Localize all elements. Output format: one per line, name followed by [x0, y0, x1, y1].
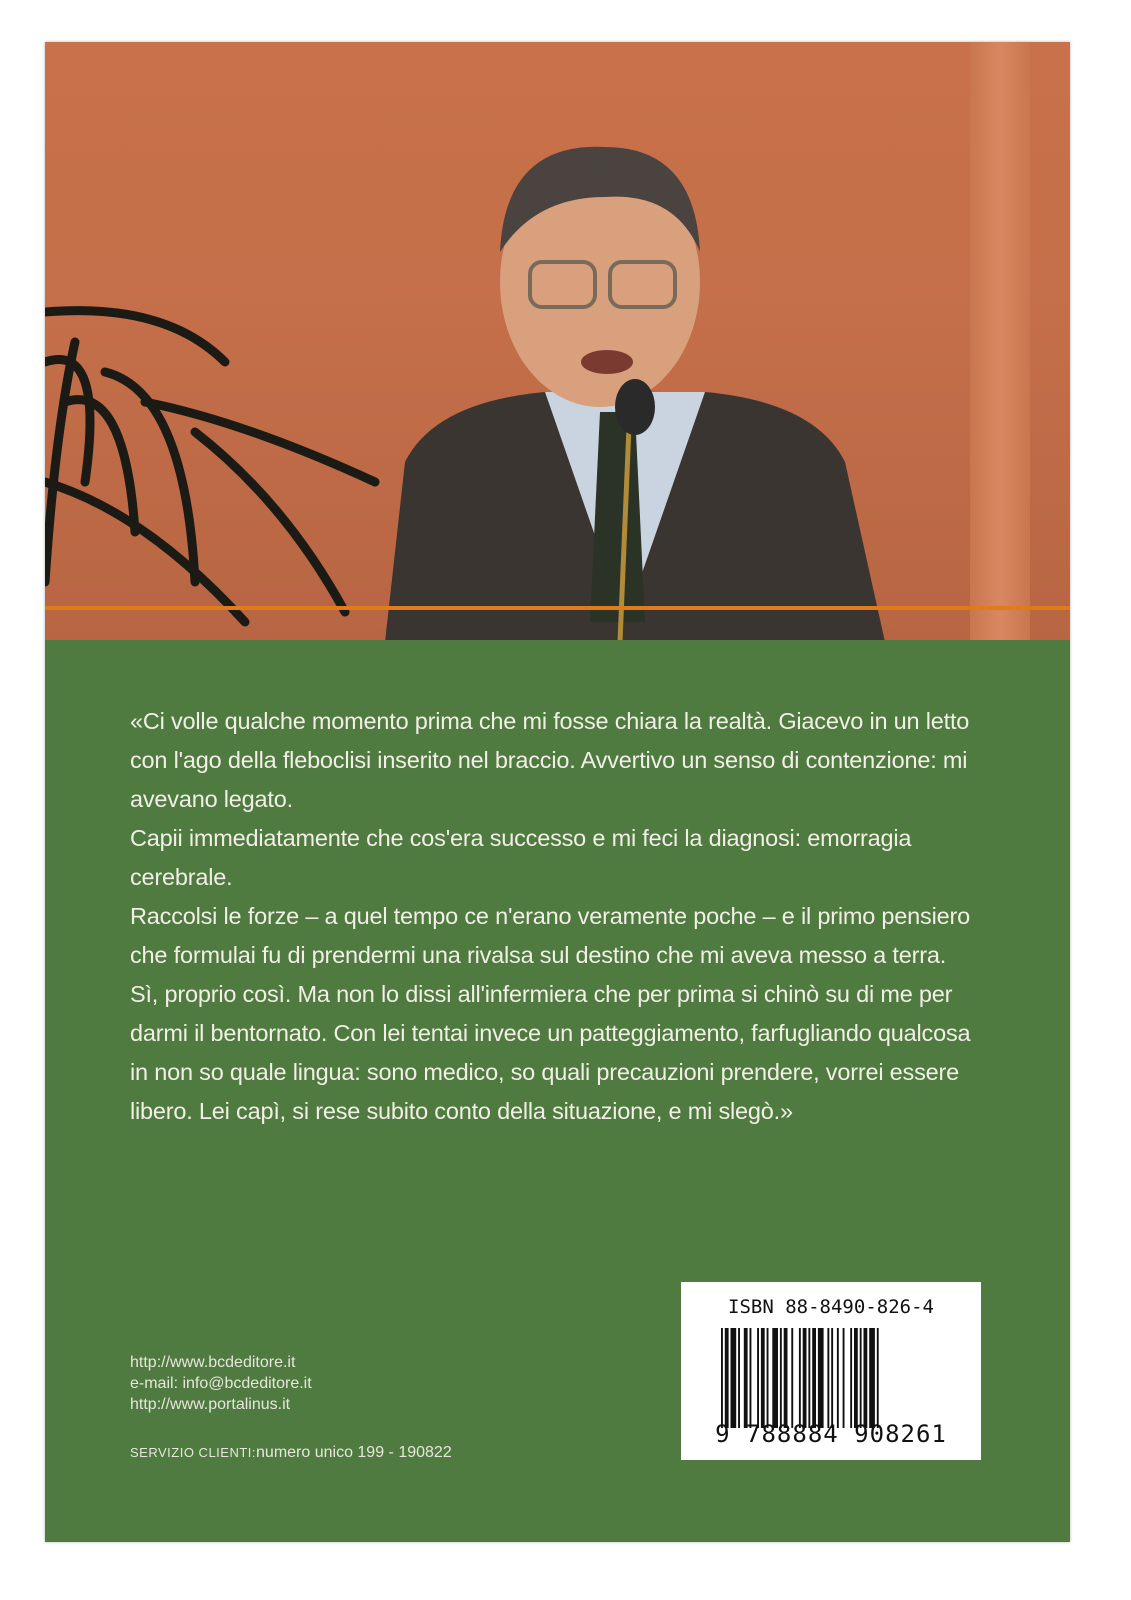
barcode-bar — [812, 1328, 816, 1428]
barcode-bar — [731, 1328, 737, 1428]
barcode-bar — [780, 1328, 782, 1428]
service-number: numero unico 199 - 190822 — [256, 1444, 452, 1461]
barcode-bar — [725, 1328, 729, 1428]
email-link[interactable]: e-mail: info@bcdeditore.it — [130, 1375, 312, 1392]
barcode-bar — [864, 1328, 868, 1428]
barcode-bar — [827, 1328, 829, 1428]
barcode-bar — [850, 1328, 852, 1428]
barcode-bar — [803, 1328, 807, 1428]
barcode-icon — [721, 1328, 941, 1428]
ean-number: 9 788884 908261 — [715, 1420, 947, 1448]
isbn-text: ISBN 88-8490-826-4 — [728, 1296, 934, 1318]
barcode-bar — [772, 1328, 778, 1428]
back-cover-quote — [130, 702, 990, 1131]
portal-link[interactable]: http://www.portalinus.it — [130, 1396, 291, 1413]
barcode-bar — [843, 1328, 845, 1428]
barcode-bar — [808, 1328, 810, 1428]
customer-service — [130, 1444, 452, 1462]
barcode-bar — [831, 1328, 833, 1428]
barcode-bar — [744, 1328, 748, 1428]
publisher-contacts — [130, 1352, 312, 1415]
quote-paragraph: «Ci volle qualche momento prima che mi fosse chiara la realtà. Giacevo in un letto con l'ago della fleboclisi inserito nel braccio. Avvertivo un senso di contenzione: mi avevano legato. — [130, 708, 970, 812]
barcode-box — [681, 1282, 981, 1460]
barcode-bar — [750, 1328, 752, 1428]
barcode-bar — [784, 1328, 788, 1428]
barcode-bar — [757, 1328, 759, 1428]
author-photo — [45, 42, 1070, 640]
quote-paragraph: Capii immediatamente che cos'era successo e mi feci la diagnosi: emorragia cerebrale. — [130, 825, 912, 890]
barcode-bar — [799, 1328, 801, 1428]
barcode-bar — [791, 1328, 793, 1428]
barcode-bar — [818, 1328, 824, 1428]
book-back-cover — [45, 42, 1070, 1542]
barcode-bar — [869, 1328, 875, 1428]
service-label: SERVIZIO CLIENTI: — [130, 1445, 257, 1460]
barcode-bar — [721, 1328, 723, 1428]
quote-paragraph: Sì, proprio così. Ma non lo dissi all'infermiera che per prima si chinò su di me per darmi il bentornato. Con lei tentai invece un patteggiamento, farfugliando qualcosa in non so quale lingua: sono medico, so quali precauzioni prendere, vorrei essere libero. Lei capì, si rese subito conto della situazione, e mi slegò.» — [130, 981, 971, 1124]
barcode-bar — [761, 1328, 765, 1428]
speaker-figure — [345, 102, 905, 640]
barcode-bar — [860, 1328, 862, 1428]
website-link[interactable]: http://www.bcdeditore.it — [130, 1354, 296, 1371]
barcode-bar — [837, 1328, 839, 1428]
quote-paragraph: Raccolsi le forze – a quel tempo ce n'erano veramente poche – e il primo pensiero che formulai fu di prendermi una rivalsa sul destino che mi aveva messo a terra. — [130, 903, 970, 968]
barcode-bar — [767, 1328, 769, 1428]
wall-stripe — [970, 42, 1030, 640]
barcode-bar — [738, 1328, 740, 1428]
divider-line — [45, 606, 1070, 610]
barcode-bar — [877, 1328, 879, 1428]
barcode-bar — [854, 1328, 858, 1428]
palm-plant — [45, 282, 385, 640]
